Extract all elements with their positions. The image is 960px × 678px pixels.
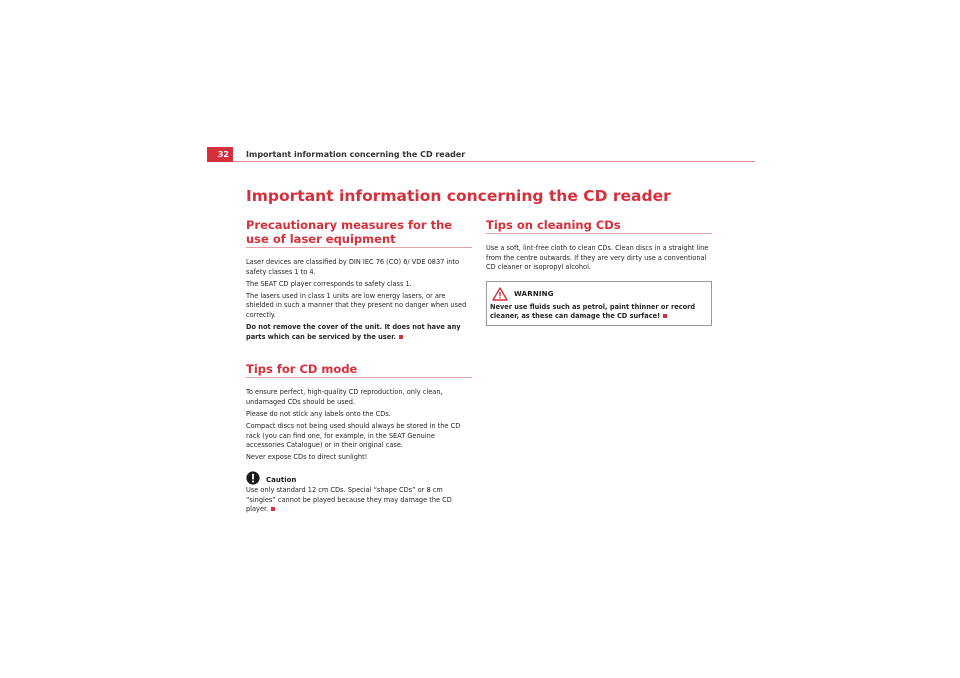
- paragraph: To ensure perfect, high-quality CD reproduction, only clean, undamaged CDs should be used.: [246, 388, 443, 406]
- page-title: Important information concerning the CD reader: [246, 187, 671, 205]
- bold-notice-text: Do not remove the cover of the unit. It does not have any parts which can be serviced by the user.: [246, 323, 461, 341]
- cleaning-section-heading: Tips on cleaning CDs: [486, 218, 712, 234]
- left-column: [246, 218, 472, 515]
- paragraph: Compact discs not being used should always be stored in the CD rack (you can find one, for example, in the SEAT Genuine accessories Catalogue) or in their original case.: [246, 422, 461, 450]
- cd-mode-section-heading: Tips for CD mode: [246, 362, 472, 378]
- bold-notice: [246, 323, 472, 342]
- header-rule: [233, 161, 755, 162]
- section-end-mark: [663, 314, 667, 318]
- laser-section: [246, 218, 472, 342]
- section-end-mark: [399, 335, 403, 339]
- warning-text: [490, 303, 708, 322]
- cd-mode-section: [246, 362, 472, 514]
- caution-label: Caution: [266, 476, 297, 485]
- right-column: [486, 218, 712, 326]
- paragraph: The lasers used in class 1 units are low energy lasers, or are shielded in such a manner that they present no danger when used correctly.: [246, 291, 467, 319]
- paragraph: Use a soft, lint-free cloth to clean CDs. Clean discs in a straight line from the centre outwards. If they are very dirty use a conventional CD cleaner or isopropyl alcohol.: [486, 244, 709, 272]
- caution-icon: [246, 470, 260, 484]
- caution-header: [246, 469, 472, 485]
- section-end-mark: [271, 507, 275, 511]
- page-number: 32: [207, 147, 233, 162]
- laser-section-heading: Precautionary measures for the use of laser equipment: [246, 218, 472, 248]
- warning-label: WARNING: [514, 289, 554, 298]
- paragraph: The SEAT CD player corresponds to safety class 1.: [246, 279, 412, 288]
- warning-text-body: Never use fluids such as petrol, paint thinner or record cleaner, as these can damage the CD surface!: [490, 302, 696, 321]
- warning-header: [490, 285, 708, 301]
- running-title: Important information concerning the CD reader: [246, 150, 466, 159]
- paragraph: Please do not stick any labels onto the CDs.: [246, 409, 391, 418]
- cleaning-section: [486, 218, 712, 326]
- paragraph: Laser devices are classified by DIN IEC 76 (CO) 6/ VDE 0837 into safety classes 1 to 4.: [246, 258, 460, 276]
- caution-text-body: Use only standard 12 cm CDs. Special “shape CDs” or 8 cm “singles” cannot be played because they may damage the CD player.: [246, 485, 452, 514]
- warning-triangle-icon: [492, 286, 508, 300]
- caution-text: [246, 486, 472, 515]
- warning-box: [486, 281, 712, 326]
- paragraph: Never expose CDs to direct sunlight!: [246, 453, 368, 462]
